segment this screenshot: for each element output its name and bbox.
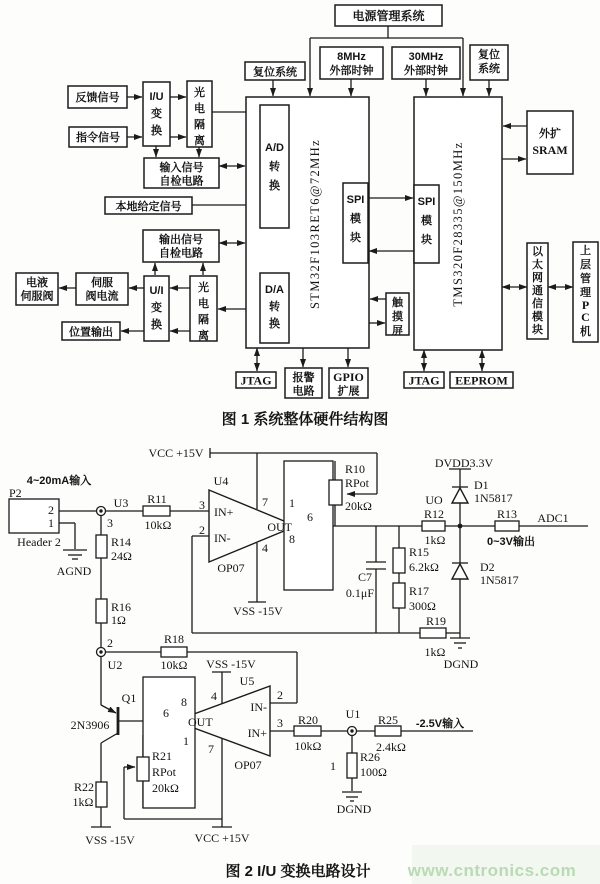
u5-pin4: 4 [211, 689, 217, 703]
u4-pin2: 2 [199, 523, 205, 537]
u4-pin4: 4 [262, 541, 268, 555]
svg-text:换: 换 [269, 318, 280, 330]
u5-type-label: OP07 [234, 758, 262, 772]
r12-resistor [422, 521, 445, 531]
svg-text:电路: 电路 [292, 385, 315, 398]
svg-text:隔: 隔 [194, 119, 205, 131]
r21-pot [137, 757, 149, 781]
u5-pin1: 1 [183, 734, 189, 748]
svg-text:太: 太 [532, 259, 543, 271]
svg-text:RPot: RPot [345, 476, 370, 490]
clock-8mhz-label: 8MHz [337, 51, 366, 63]
svg-text:外部时钟: 外部时钟 [404, 65, 448, 77]
svg-text:系统: 系统 [478, 63, 500, 75]
q1-type-label: 2N3906 [70, 718, 110, 732]
svg-text:模: 模 [421, 215, 432, 227]
r15-label: R15 [409, 545, 430, 559]
r26-pin1: 1 [330, 759, 336, 773]
alarm-label: 报警 [292, 372, 315, 384]
svg-text:变: 变 [151, 302, 162, 314]
ad-label: A/D [265, 142, 284, 154]
u4-pin8: 8 [289, 532, 295, 546]
svg-text:电: 电 [198, 298, 209, 310]
touchscreen-label: 触 [392, 297, 403, 309]
svg-text:换: 换 [151, 319, 162, 331]
servo-valve-label: 电液 [26, 277, 48, 289]
u4-in-minus: IN- [214, 531, 231, 545]
u4-pin3: 3 [199, 498, 205, 512]
u5-pin3: 3 [277, 716, 283, 730]
valve-current-label: 伺服 [91, 277, 113, 289]
input-25v-label: -2.5V输入 [415, 718, 465, 730]
r10-label: R10 [345, 462, 366, 476]
svg-text:扩展: 扩展 [337, 385, 360, 398]
svg-text:转: 转 [269, 301, 280, 313]
svg-text:块: 块 [421, 234, 432, 246]
r22-resistor [96, 782, 107, 807]
u4-out: OUT [267, 520, 292, 534]
r16-label: R16 [111, 600, 132, 614]
svg-text:1N5817: 1N5817 [474, 491, 513, 505]
agnd-label: AGND [56, 564, 92, 578]
svg-text:2.4kΩ: 2.4kΩ [376, 740, 406, 754]
jtag2-label: JTAG [408, 373, 440, 388]
ethernet-module-label: 以 [532, 246, 543, 258]
d2-diode [452, 564, 468, 579]
r20-label: R20 [297, 713, 319, 727]
p2-label: P2 [9, 486, 22, 500]
vss-u5-label: VSS -15V [206, 657, 256, 671]
vcc-bot-label: VCC +15V [194, 831, 250, 845]
fig2-circuit [9, 446, 588, 880]
u4-in-plus: IN+ [214, 505, 234, 519]
svg-text:块: 块 [532, 324, 543, 336]
svg-text:伺服阀: 伺服阀 [20, 290, 54, 303]
watermark: www.cntronics.com [407, 861, 577, 880]
svg-text:1N5817: 1N5817 [480, 573, 519, 587]
command-signal-label: 指令信号 [76, 132, 120, 144]
stm32-label: STM32F103RET6@72MHz [308, 138, 322, 310]
spi2-label: SPI [417, 196, 436, 208]
dgnd1-label: DGND [443, 657, 479, 671]
r18-resistor [161, 647, 187, 657]
u5-in-minus: IN- [250, 700, 267, 714]
d1-label: D1 [474, 478, 489, 492]
reset-right-label: 复位 [478, 49, 500, 61]
u4-pin1: 1 [289, 496, 295, 510]
u5-pin6: 6 [163, 706, 169, 720]
r10-pot [329, 480, 342, 505]
svg-text:自检电路: 自检电路 [159, 247, 203, 260]
host-pc-label: 上 [580, 245, 591, 257]
r14-label: R14 [111, 535, 132, 549]
svg-text:换: 换 [269, 180, 280, 192]
vcc-top-label: VCC +15V [148, 446, 204, 460]
da-label: D/A [265, 284, 284, 296]
input-420ma-label: 4~20mA输入 [26, 475, 92, 487]
u5-pin8: 8 [181, 695, 187, 709]
svg-text:层: 层 [580, 259, 591, 271]
vss-q-label: VSS -15V [85, 833, 135, 847]
output-node-dot [458, 524, 463, 529]
r15-resistor [393, 548, 405, 573]
svg-text:离: 离 [198, 330, 209, 342]
sram-label: 外扩 [539, 128, 561, 140]
u5-pin2: 2 [277, 688, 283, 702]
r18-label: R18 [163, 632, 185, 646]
svg-text:离: 离 [194, 135, 205, 147]
r11-label: R11 [147, 492, 167, 506]
u5-label: U5 [239, 674, 255, 688]
svg-text:管: 管 [580, 273, 591, 285]
r11-resistor [143, 506, 170, 516]
svg-text:24Ω: 24Ω [111, 549, 132, 563]
svg-text:100Ω: 100Ω [360, 765, 387, 779]
r19-label: R19 [425, 614, 447, 628]
svg-text:变: 变 [151, 108, 162, 120]
u4-type-label: OP07 [217, 561, 245, 575]
svg-text:10kΩ: 10kΩ [160, 658, 188, 672]
svg-text:网: 网 [532, 272, 543, 284]
header2-label: Header 2 [17, 535, 61, 549]
fig2-caption: 图 2 I/U 变换电路设计 [225, 863, 371, 880]
iu-converter-label: I/U [149, 91, 164, 103]
r12-label: R12 [423, 507, 445, 521]
fig2-labels [9, 446, 569, 847]
power-mgmt-label: 电源管理系统 [352, 9, 425, 23]
r21-label: R21 [152, 749, 173, 763]
r20-resistor [294, 726, 321, 736]
dvdd-label: DVDD3.3V [434, 456, 494, 470]
svg-text:RPot: RPot [152, 765, 177, 779]
position-out-label: 位置输出 [69, 326, 113, 339]
r25-resistor [375, 726, 401, 736]
svg-text:摸: 摸 [392, 311, 403, 323]
clock-30mhz-label: 30MHz [408, 51, 444, 63]
u5-pin7: 7 [208, 742, 214, 756]
u3-label: U3 [113, 496, 129, 510]
svg-text:10kΩ: 10kΩ [294, 739, 322, 753]
svg-text:1kΩ: 1kΩ [72, 795, 94, 809]
svg-text:1Ω: 1Ω [111, 613, 126, 627]
svg-text:隔: 隔 [198, 314, 209, 326]
svg-text:10kΩ: 10kΩ [144, 518, 172, 532]
svg-text:外部时钟: 外部时钟 [329, 65, 374, 77]
svg-text:换: 换 [151, 125, 162, 137]
feedback-signal-label: 反馈信号 [75, 92, 120, 104]
ui-converter-label: U/I [149, 285, 164, 297]
svg-text:P: P [581, 298, 590, 312]
r19-resistor [420, 628, 446, 638]
svg-text:SRAM: SRAM [532, 143, 568, 157]
svg-text:C: C [581, 310, 590, 324]
eeprom-label: EEPROM [455, 373, 508, 388]
adc1-label: ADC1 [537, 511, 569, 525]
r13-resistor [495, 521, 519, 531]
svg-text:信: 信 [532, 298, 543, 310]
r14-resistor [96, 535, 107, 558]
reset-left-label: 复位系统 [253, 66, 297, 79]
svg-text:300Ω: 300Ω [409, 599, 436, 613]
r16-resistor [96, 599, 107, 623]
tms320-label: TMS320F28335@150MHz [451, 141, 465, 307]
out-range-label: 0~3V输出 [487, 536, 535, 548]
svg-text:理: 理 [580, 287, 591, 299]
svg-text:模: 模 [532, 311, 543, 323]
r17-resistor [393, 583, 405, 608]
fig1-left-boxes [16, 81, 219, 342]
svg-text:块: 块 [350, 232, 361, 244]
output-selfcheck-label: 输出信号 [159, 234, 203, 246]
svg-text:6.2kΩ: 6.2kΩ [409, 560, 439, 574]
svg-text:屏: 屏 [392, 325, 403, 337]
svg-text:电: 电 [194, 103, 205, 115]
fig1-bottom-boxes [236, 368, 513, 398]
u5-out: OUT [188, 715, 213, 729]
d1-diode [452, 488, 468, 503]
svg-text:0.1μF: 0.1μF [345, 586, 374, 600]
local-ref-label: 本地给定信号 [115, 201, 182, 213]
u5-in-plus: IN+ [247, 726, 267, 740]
p2-pin1: 1 [48, 516, 54, 530]
dgnd2-label: DGND [336, 802, 372, 816]
r26-label: R26 [360, 750, 381, 764]
svg-text:阀电流: 阀电流 [85, 290, 119, 303]
svg-text:1kΩ: 1kΩ [424, 533, 446, 547]
u2-pin2: 2 [107, 636, 113, 650]
opto-isolation-out-label: 光 [198, 282, 209, 294]
r17-label: R17 [409, 584, 430, 598]
u4-pin6: 6 [307, 510, 313, 524]
u1-label: U1 [345, 707, 361, 721]
q1-label: Q1 [121, 691, 137, 705]
fig1-top-boxes [245, 5, 508, 80]
svg-text:模: 模 [350, 213, 361, 225]
svg-text:通: 通 [532, 285, 543, 297]
r22-label: R22 [73, 780, 95, 794]
c7-label: C7 [357, 570, 372, 584]
u2-label: U2 [107, 658, 123, 672]
u4-label: U4 [213, 474, 229, 488]
svg-text:自检电路: 自检电路 [159, 175, 204, 188]
opto-isolation-in-label: 光 [194, 87, 205, 99]
r13-label: R13 [496, 507, 518, 521]
vss-u4-label: VSS -15V [233, 604, 283, 618]
gpio-label: GPIO [333, 370, 364, 384]
fig1-caption: 图 1 系统整体硬件结构图 [221, 411, 389, 428]
u3-pin3: 3 [107, 516, 113, 530]
r25-label: R25 [377, 713, 399, 727]
d2-label: D2 [480, 560, 495, 574]
svg-text:1kΩ: 1kΩ [424, 645, 446, 659]
fig1-block-diagram [16, 5, 598, 428]
jtag1-label: JTAG [240, 373, 272, 388]
svg-text:转: 转 [269, 161, 280, 173]
svg-text:机: 机 [580, 326, 591, 338]
spi1-label: SPI [346, 194, 365, 206]
p2-pin2: 2 [48, 503, 54, 517]
uo-label: UO [425, 493, 443, 507]
input-selfcheck-label: 输入信号 [159, 162, 204, 174]
u4-pin7: 7 [262, 495, 268, 509]
svg-text:20kΩ: 20kΩ [345, 499, 372, 513]
svg-text:20kΩ: 20kΩ [152, 781, 179, 795]
r26-resistor [347, 753, 357, 778]
